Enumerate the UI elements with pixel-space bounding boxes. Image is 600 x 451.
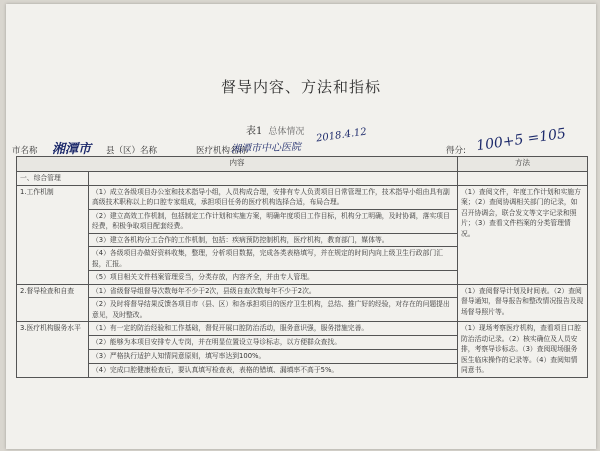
row-category: 2.督导检查和自查	[17, 284, 89, 322]
row-category: 1.工作机制	[17, 185, 89, 284]
row-item: （1）省级督导组督导次数每年不少于2次，县级自查次数每年不少于2次。	[89, 284, 458, 298]
city-label: 市名称	[12, 146, 38, 156]
org-label: 医疗机构名称	[196, 146, 248, 156]
row-method: （1）查阅文件，年度工作计划和实施方案；（2）查阅协调相关部门的记录，如召开协调会，联合发文等文字记录和照片；（3）查看文件档案的分类管理情况。	[458, 185, 588, 284]
column-header-content: 内容	[17, 157, 458, 172]
row-method: （1）现场考察医疗机构，查看项目口腔防治活动记录。（2）核实确位及人员安排，考察导诊标志。（3）查阅现场服务医生临床操作的记录等。（4）查阅知情同意书。	[458, 322, 588, 378]
handwritten-date: 2018.4.12	[315, 126, 368, 145]
handwritten-score: 100+5 =105	[475, 125, 567, 155]
section-empty-cell	[89, 172, 458, 186]
row-item: （4）各级项目办做好资料收集，整理，分析项目数据，完成各类表格填写，并在规定的时间内向上级卫生行政部门汇报，汇报。	[89, 247, 458, 271]
row-item: （3）建立各机构分工合作的工作机制，包括：疾病预防控制机构，医疗机构，教育部门，媒体等。	[89, 233, 458, 247]
table-row	[17, 284, 588, 298]
row-item: （2）建立高效工作机制，包括制定工作计划和实施方案，明确年度项目工作目标，机构分工明确，及时协调，落实项目经费，积极争取项目配套经费。	[89, 209, 458, 233]
handwritten-org: 湘潭市中心医院	[230, 141, 302, 156]
section-row	[17, 172, 588, 186]
table-caption	[246, 122, 304, 137]
row-item: （5）项目相关文件档案管理妥当，分类存放，内容齐全，并由专人管理。	[89, 271, 458, 285]
row-item: （1）成立各级项目办公室和技术指导小组，人员构成合理，安排有专人负责项目日常管理工作，技术指导小组由具有副高级技术职称以上的口腔专家组成，承担项目任务的医疗机构选择合适，布局合理。	[89, 185, 458, 209]
section-empty-method	[458, 172, 588, 186]
score-label: 得分:	[446, 146, 466, 156]
row-item: （2）及时将督导结果反馈各项目市（县、区）和各承担项目的医疗卫生机构，总结、推广好的经验，对存在的问题提出意见，及时整改。	[89, 298, 458, 322]
row-method: （1）查阅督导计划及时间表。（2）查阅督导通知，督导报告和整改情况报告及现场督导照片等。	[458, 284, 588, 322]
row-item: （2）能够为本项目安排专人专岗，并在明显位置设立导诊标志，以方便群众查找。	[89, 335, 458, 349]
handwritten-city: 湘潭市	[52, 142, 92, 157]
table-caption-subtitle: 总体情况	[268, 127, 305, 137]
table-row	[17, 185, 588, 209]
county-label: 县（区）名称	[106, 146, 158, 156]
row-item: （1）有一定的防治经验和工作基础，督促开展口腔防治活动，服务意识强，服务措施完善。	[89, 322, 458, 336]
row-item: （3）严格执行适护人知情同意原则，填写率达到100%。	[89, 349, 458, 363]
column-header-method: 方法	[458, 157, 588, 172]
table-header-row	[17, 157, 588, 172]
table-row	[17, 322, 588, 336]
table-caption-label: 表1	[246, 126, 263, 137]
supervision-table	[16, 156, 588, 378]
document-title: 督导内容、方法和指标	[220, 78, 381, 96]
row-item: （4）完成口腔健康检查后，要认真填写检查表，表格的错填、漏填率不高于5%。	[89, 363, 458, 377]
section-title: 一、综合管理	[17, 172, 89, 186]
document-page	[6, 4, 596, 449]
row-category: 3.医疗机构服务水平	[17, 322, 89, 378]
